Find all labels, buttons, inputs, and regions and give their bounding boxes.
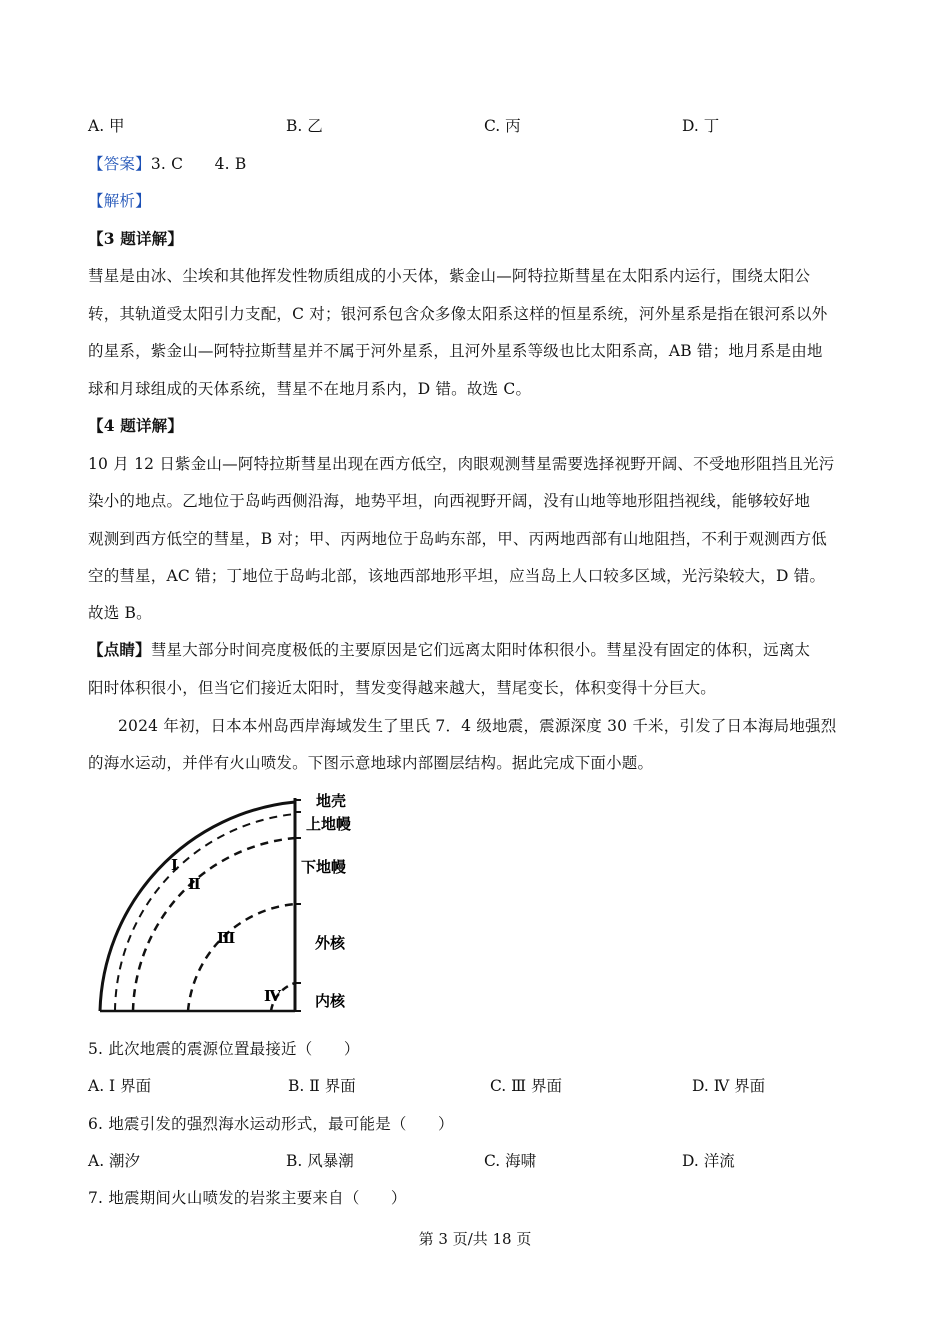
q6-option-a: A. 潮汐 <box>88 1152 141 1170</box>
page-footer: 第 3 页/共 18 页 <box>418 1230 532 1248</box>
passage-line: 2024 年初，日本本州岛西岸海域发生了里氏 7．4 级地震，震源深度 30 千米，引发了日本海局地强烈 <box>118 717 837 735</box>
q5-option-a: A. Ⅰ 界面 <box>88 1077 152 1095</box>
q4-line: 观测到西方低空的彗星，B 对；甲、丙两地位于岛屿东部，甲、丙两地西部有山地阻挡，不利于观测西方低 <box>88 530 827 548</box>
answer-line <box>88 154 247 174</box>
diagram-svg <box>95 790 360 1020</box>
label-lower-mantle: 下地幔 <box>301 858 347 876</box>
q4-heading: 【4 题详解】 <box>88 416 184 435</box>
q4-line: 空的彗星，AC 错；丁地位于岛屿北部，该地西部地形平坦，应当岛上人口较多区域，光污染较大，D 错。 <box>88 567 826 585</box>
q5-option-b: B. Ⅱ 界面 <box>288 1077 356 1095</box>
tip-line <box>88 640 810 660</box>
q6-stem: 6. 地震引发的强烈海水运动形式，最可能是（ ） <box>88 1115 454 1133</box>
label-crust: 地壳 <box>316 792 347 810</box>
label-outer-core: 外核 <box>315 934 346 952</box>
q5-option-d: D. Ⅳ 界面 <box>692 1077 766 1095</box>
answer-text: 3. C 4. B <box>150 155 247 173</box>
option-d: D. 丁 <box>682 117 720 135</box>
tip-line: 阳时体积很小，但当它们接近太阳时，彗发变得越来越大，彗尾变长，体积变得十分巨大。 <box>88 679 717 697</box>
q6-option-d: D. 洋流 <box>682 1152 735 1170</box>
earth-structure-diagram <box>95 790 360 1020</box>
q4-line: 染小的地点。乙地位于岛屿西侧沿海，地势平坦，向西视野开阔，没有山地等地形阻挡视线，能够较好地 <box>88 492 811 510</box>
interface-ii-arc <box>133 838 295 1011</box>
option-b: B. 乙 <box>286 117 323 135</box>
passage-line: 的海水运动，并伴有火山喷发。下图示意地球内部圈层结构。据此完成下面小题。 <box>88 754 654 772</box>
q7-stem: 7. 地震期间火山喷发的岩浆主要来自（ ） <box>88 1189 407 1207</box>
tip-text: 彗星大部分时间亮度极低的主要原因是它们远离太阳时体积很小。彗星没有固定的体积，远离太 <box>150 641 811 659</box>
q5-option-c: C. Ⅲ 界面 <box>490 1077 563 1095</box>
q3-line: 彗星是由冰、尘埃和其他挥发性物质组成的小天体，紫金山—阿特拉斯彗星在太阳系内运行，围绕太阳公 <box>88 267 811 285</box>
tip-tag: 【点睛】 <box>88 640 151 659</box>
q3-heading: 【3 题详解】 <box>88 229 184 248</box>
q3-line: 球和月球组成的天体系统，彗星不在地月系内，D 错。故选 C。 <box>88 380 532 398</box>
label-inner-core: 内核 <box>315 992 346 1010</box>
option-c: C. 丙 <box>484 117 521 135</box>
q6-option-c: C. 海啸 <box>484 1152 537 1170</box>
q3-line: 转，其轨道受太阳引力支配，C 对；银河系包含众多像太阳系这样的恒星系统，河外星系是指在银河系以外 <box>88 305 828 323</box>
label-upper-mantle: 上地幔 <box>306 815 352 833</box>
option-a: A. 甲 <box>88 117 125 135</box>
label-interface-i: Ⅰ <box>171 856 179 874</box>
answer-tag: 【答案】 <box>88 155 151 173</box>
label-interface-iii: Ⅲ <box>217 929 236 947</box>
crust-arc <box>100 802 295 1011</box>
q6-option-b: B. 风暴潮 <box>286 1152 354 1170</box>
q4-line: 10 月 12 日紫金山—阿特拉斯彗星出现在西方低空，肉眼观测彗星需要选择视野开阔、不受地形阻挡且光污 <box>88 455 835 473</box>
q3-line: 的星系，紫金山—阿特拉斯彗星并不属于河外星系，且河外星系等级也比太阳系高，AB 错；地月系是由地 <box>88 342 823 360</box>
label-interface-iv: Ⅳ <box>264 987 282 1005</box>
q5-stem: 5. 此次地震的震源位置最接近（ ） <box>88 1040 360 1058</box>
analysis-tag: 【解析】 <box>88 192 151 210</box>
label-interface-ii: Ⅱ <box>188 875 201 893</box>
q4-line: 故选 B。 <box>88 604 152 622</box>
